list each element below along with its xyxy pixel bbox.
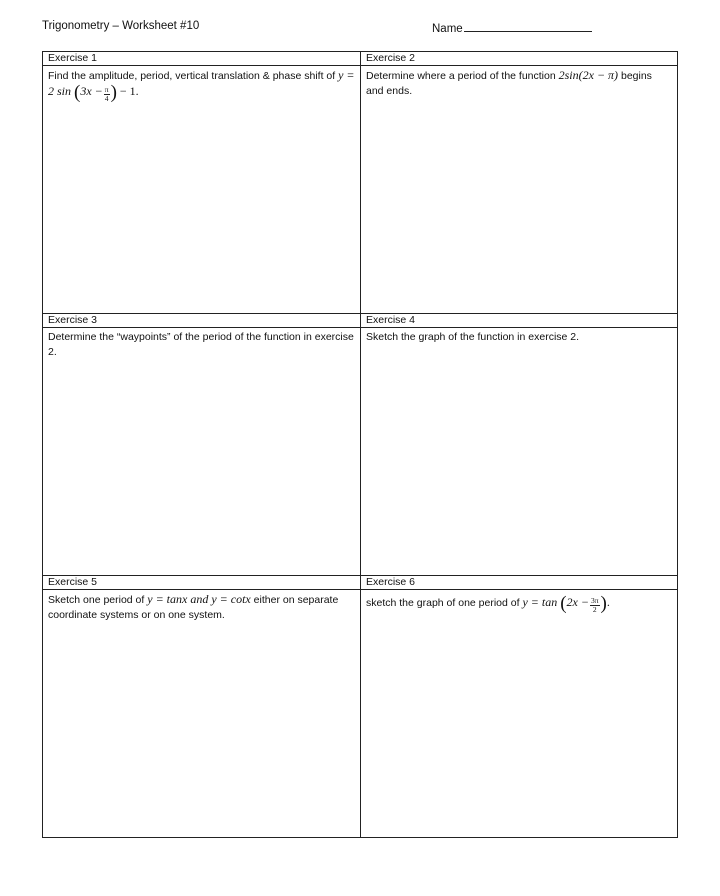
- exercise-3-text: Determine the “waypoints” of the period of the function in exercise 2.: [48, 331, 354, 358]
- exercise-2-text: Determine where a period of the function 2sin(2x − π) begins and ends.: [366, 68, 652, 97]
- exercise-6-tail: .: [606, 595, 610, 609]
- exercise-4-title: Exercise 4: [361, 314, 677, 328]
- exercise-grid: [42, 51, 678, 838]
- exercise-6-title: Exercise 6: [361, 576, 677, 590]
- exercise-2-cell: [361, 52, 677, 314]
- exercise-1-tail: − 1.: [119, 84, 139, 98]
- exercise-5-math: y = tanx and y = cotx: [147, 592, 251, 606]
- exercise-6-cell: [361, 576, 677, 837]
- exercise-5-cell: [43, 576, 361, 837]
- exercise-2-title: Exercise 2: [361, 52, 677, 66]
- exercise-6-fraction: $\frac{3\pi}{2}$: [590, 596, 599, 614]
- exercise-1-text: Find the amplitude, period, vertical translation & phase shift of y = 2 sin (3x − $\frac{\pi}{4}$ ) − 1.: [48, 68, 355, 103]
- exercise-5-title: Exercise 5: [43, 576, 360, 590]
- exercise-1-title: Exercise 1: [43, 52, 360, 66]
- exercise-2-math: 2sin(2x − π): [558, 68, 619, 82]
- exercise-6-inner: 2x −: [566, 595, 589, 609]
- exercise-4-text: Sketch the graph of the function in exercise 2.: [366, 331, 580, 343]
- worksheet-title: Trigonometry – Worksheet #10: [42, 20, 200, 32]
- exercise-1-lhs: y = 2 sin: [48, 68, 355, 98]
- exercise-1-cell: [43, 52, 361, 314]
- exercise-3-title: Exercise 3: [43, 314, 360, 328]
- exercise-4-cell: [361, 314, 677, 576]
- name-label: Name: [432, 23, 463, 35]
- exercise-1-fraction: $\frac{\pi}{4}$: [104, 85, 109, 103]
- exercise-6-text: sketch the graph of one period of y = tan (2x − $\frac{3\pi}{2}$ ).: [366, 593, 610, 614]
- exercise-5-text: Sketch one period of y = tanx and y = cotx either on separate coordinate systems or on one system.: [48, 592, 339, 621]
- name-field: [432, 20, 592, 35]
- exercise-1-inner: 3x −: [80, 84, 103, 98]
- exercise-3-cell: [43, 314, 361, 576]
- exercise-6-lhs: y = tan: [522, 595, 558, 609]
- name-blank-line: [464, 20, 592, 32]
